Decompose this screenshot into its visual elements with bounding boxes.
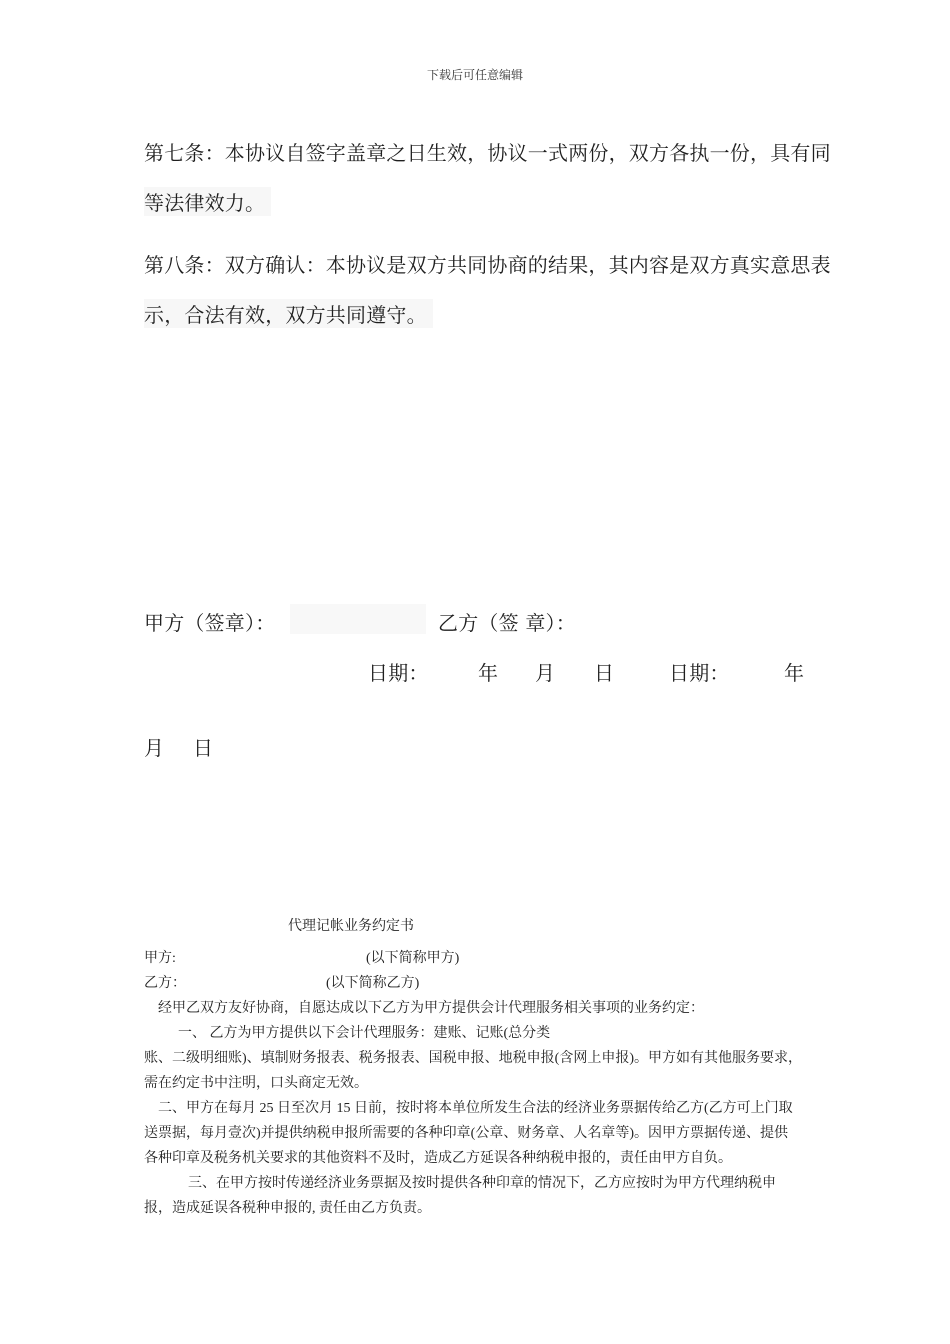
- date-b-label: 日期：: [669, 661, 730, 685]
- date-b-day: 日: [193, 736, 214, 760]
- date-a-year: 年: [478, 661, 499, 685]
- contract-party-b-note: (以下简称乙方): [326, 976, 420, 991]
- date-a-month: 月: [535, 661, 556, 685]
- contract-intro: 经甲乙双方友好协商，自愿达成以下乙方为甲方提供会计代理服务相关事项的业务约定：: [158, 1001, 704, 1016]
- article-8-line-1: 第八条：双方确认：本协议是双方共同协商的结果，其内容是双方真实意思表: [144, 253, 831, 277]
- date-a-label: 日期：: [368, 661, 429, 685]
- article-7-line-2: 等法律效力。: [144, 187, 271, 216]
- date-a-day: 日: [594, 661, 615, 685]
- contract-party-a-note: (以下简称甲方): [366, 951, 460, 966]
- party-b-signature-label: 乙方（签 章）：: [438, 611, 576, 635]
- contract-item-1-line-1: 一、 乙方为甲方提供以下会计代理服务：建账、记账(总分类: [178, 1026, 551, 1041]
- contract-item-2-line-3: 各种印章及税务机关要求的其他资料不及时，造成乙方延误各种纳税申报的，责任由甲方自负。: [144, 1151, 732, 1166]
- party-a-signature-field: [290, 604, 426, 634]
- contract-item-1-line-2: 账、二级明细账)、填制财务报表、税务报表、国税申报、地税申报(含网上申报)。甲方如有其他服务要求，: [144, 1051, 802, 1066]
- contract-item-2-line-1: 二、甲方在每月 25 日至次月 15 日前，按时将本单位所发生合法的经济业务票据传给乙方(乙方可上门取: [158, 1101, 793, 1116]
- date-b-year: 年: [784, 661, 805, 685]
- contract-item-1-line-3: 需在约定书中注明，口头商定无效。: [144, 1076, 368, 1091]
- party-a-signature-label: 甲方（签章）：: [144, 611, 276, 635]
- date-b-month: 月: [144, 736, 165, 760]
- page-header-note: 下载后可任意编辑: [426, 68, 523, 82]
- contract-party-a-label: 甲方:: [144, 951, 176, 966]
- contract-title: 代理记帐业务约定书: [288, 919, 414, 934]
- article-8-line-2: 示，合法有效，双方共同遵守。: [144, 299, 433, 328]
- contract-item-2-line-2: 送票据，每月壹次)并提供纳税申报所需要的各种印章(公章、财务章、人名章等)。因甲方票据传递、提供: [144, 1126, 788, 1141]
- article-7-line-1: 第七条：本协议自签字盖章之日生效，协议一式两份，双方各执一份，具有同: [144, 141, 831, 165]
- contract-item-3-line-2: 报，造成延误各税种申报的, 责任由乙方负责。: [144, 1201, 431, 1216]
- contract-item-3-line-1: 三、在甲方按时传递经济业务票据及按时提供各种印章的情况下，乙方应按时为甲方代理纳税申: [188, 1176, 776, 1191]
- contract-party-b-label: 乙方：: [144, 976, 186, 991]
